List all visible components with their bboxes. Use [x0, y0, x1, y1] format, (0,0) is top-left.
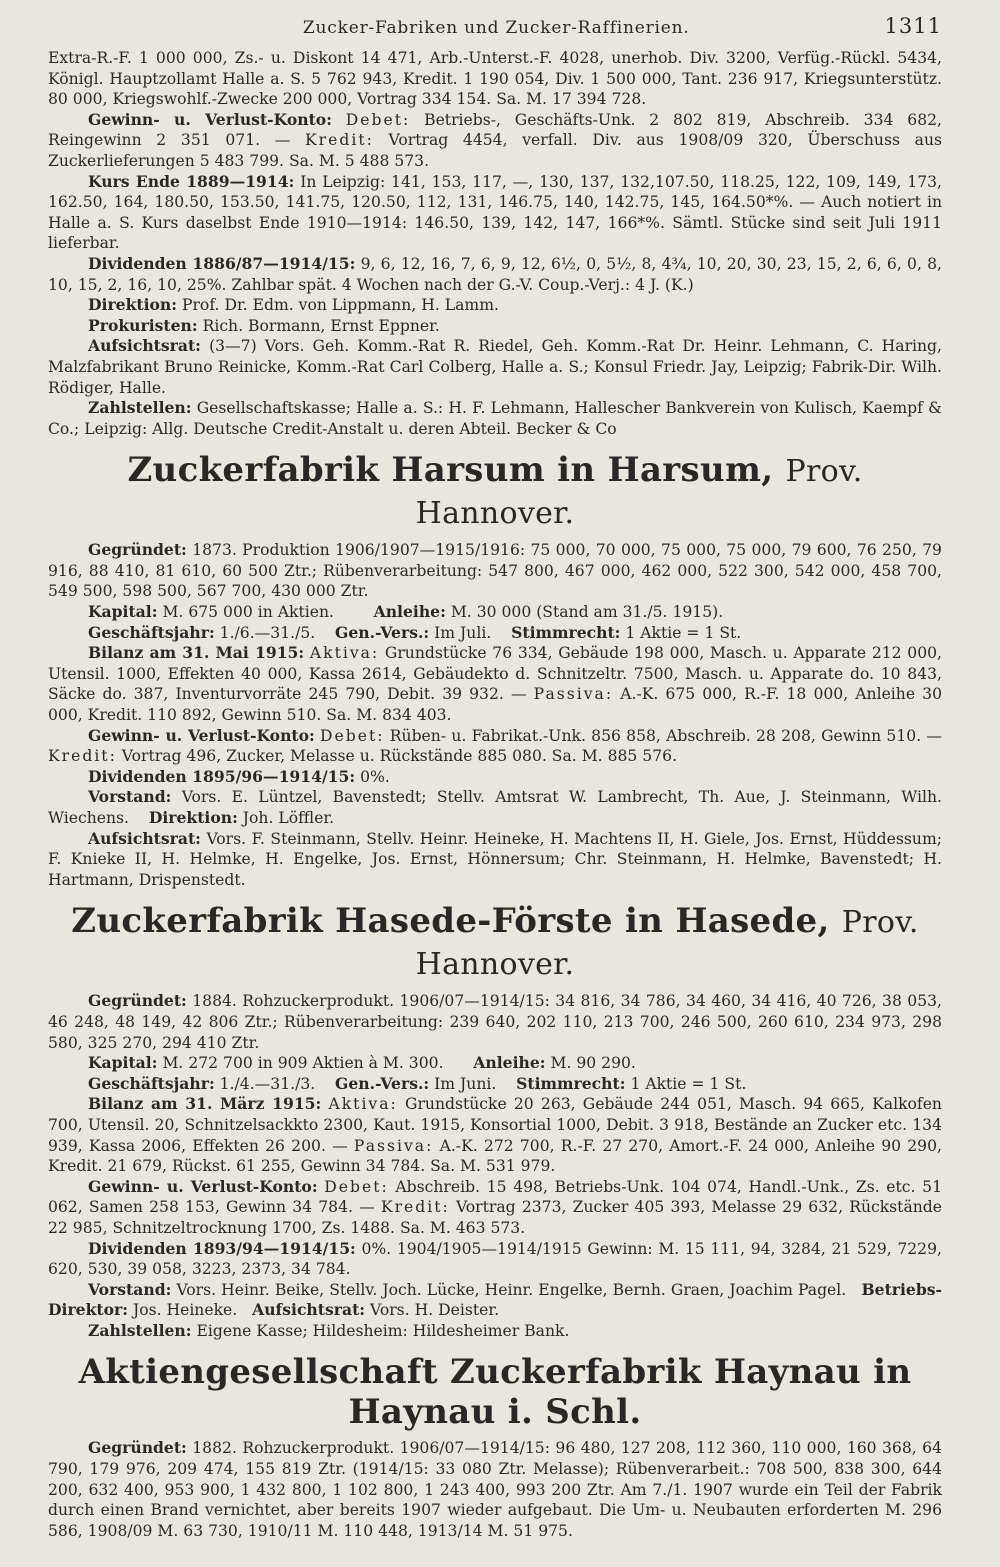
guv-label: Gewinn- u. Verlust-Konto:: [88, 109, 332, 129]
company-title-harsum: [48, 450, 942, 534]
hasede-bilanz-paragraph: [48, 1094, 942, 1176]
hasede-zahlstellen-paragraph: [48, 1321, 942, 1342]
harsum-direktion-label: Direktion:: [148, 808, 238, 827]
harsum-gj-label: Geschäftsjahr:: [88, 622, 215, 642]
hasede-betriebsdir-text: Jos. Heineke.: [132, 1301, 238, 1320]
harsum-passiva-text: A.-K. 675 000, R.-F. 18 000, Anleihe 30 000, Kredit. 110 892, Gewinn 510. Sa. M. 834 403.: [48, 685, 942, 725]
hasede-gegruendet-paragraph: [48, 991, 942, 1053]
hasede-province: Prov. Hannover.: [415, 905, 919, 983]
hasede-kredit-label: Kredit:: [380, 1198, 450, 1217]
kurs-paragraph: [48, 172, 942, 254]
harsum-anleihe-label: Anleihe:: [373, 602, 446, 622]
hasede-aufsichtsrat-text: Vors. H. Deister.: [370, 1301, 500, 1320]
hasede-anleihe-label: Anleihe:: [473, 1053, 546, 1073]
harsum-kredit-label: Kredit:: [48, 747, 117, 766]
harsum-aktiva-label: Aktiva:: [309, 644, 380, 663]
hasede-betriebsdir-label: Betriebs-Direktor:: [48, 1279, 943, 1320]
haynau-title: Aktiengesellschaft Zuckerfabrik Haynau in Haynau i. Schl.: [78, 1352, 912, 1433]
hasede-zahlstellen-text: Eigene Kasse; Hildesheim: Hildesheimer Bank.: [196, 1321, 570, 1340]
haynau-gegruendet-label: Gegründet:: [88, 1438, 187, 1458]
prokuristen-paragraph: [48, 316, 942, 337]
hasede-gj-text: 1./4.—31./3.: [219, 1074, 316, 1093]
hasede-guv-label: Gewinn- u. Verlust-Konto:: [88, 1176, 318, 1196]
kurs-label: Kurs Ende 1889—1914:: [88, 171, 295, 191]
hasede-kredit-text: Vortrag 2373, Zucker 405 393, Melasse 29 632, Rückstände 22 985, Schnitzeltrocknung 1700, Zs. 1488. Sa. M. 463 573.: [48, 1198, 942, 1237]
zahlstellen-text: Gesellschaftskasse; Halle a. S.: H. F. Lehmann, Hallescher Bankverein von Kulisch, Kaempf & Co.; Leipzig: Allg. Deutsche Credit-Anstalt u. deren Abteil. Becker & Co: [48, 399, 942, 438]
harsum-genvers-text: Im Juli.: [434, 623, 492, 642]
hasede-genvers-text: Im Juni.: [434, 1074, 497, 1093]
harsum-passiva-label: Passiva:: [533, 685, 614, 704]
hasede-dividenden-text: 0%. 1904/1905—1914/1915 Gewinn: M. 15 111, 94, 3284, 21 529, 7229, 620, 530, 39 058, 3223, 2373, 34 784.: [48, 1239, 942, 1279]
reserves-text: Extra-R.-F. 1 000 000, Zs.- u. Diskont 14 471, Arb.-Unterst.-F. 4028, unerhob. Div. 3200, Verfüg.-Rückl. 5434, Königl. Hauptzollamt Halle a. S. 5 762 943, Kredit. 1 190 054, Div. 1 500 000, Tant. 236 917, Kriegsunterstütz. 80 000, Kriegswohlf.-Zwecke 200 000, Vortrag 334 154. Sa. M. 17 394 728.: [48, 49, 942, 109]
prokuristen-text: Rich. Bormann, Ernst Eppner.: [202, 316, 440, 335]
hasede-anleihe-text: M. 90 290.: [550, 1054, 636, 1073]
harsum-direktion-text: Joh. Löffler.: [242, 809, 335, 827]
harsum-stimmrecht-label: Stimmrecht:: [511, 622, 621, 642]
harsum-vorstand-paragraph: [48, 787, 942, 828]
haynau-gegruendet-paragraph: [48, 1438, 942, 1541]
hasede-aktiva-text: Grundstücke 20 263, Gebäude 244 051, Masch. 94 665, Kalkofen 700, Utensil. 20, Schnitzelsackkto 2300, Kaut. 1915, Konsortial 1000, Debit. 3 918, Bestände an Zucker etc. 134 939, Kassa 2006, Effekten 26 200. —: [48, 1095, 942, 1155]
hasede-gegruendet-label: Gegründet:: [88, 991, 187, 1011]
hasede-passiva-label: Passiva:: [353, 1136, 434, 1155]
running-head: [48, 14, 942, 48]
direktion-paragraph: [48, 295, 942, 316]
harsum-aufsichtsrat-text: Vors. F. Steinmann, Stellv. Heinr. Heineke, H. Machtens II, H. Giele, Jos. Ernst, Hüddessum; F. Knieke II, H. Helmke, H. Engelke, Jos. Ernst, Hönnersum; Chr. Steinmann, H. Helmke, Bavenstedt; H. Hartmann, Drispenstedt.: [48, 829, 942, 889]
hasede-vorstand-label: Vorstand:: [88, 1279, 172, 1299]
guv-debet-label: Debet:: [345, 110, 411, 129]
harsum-kapital-paragraph: [48, 602, 942, 623]
dividenden-paragraph: [48, 254, 942, 295]
running-head-title: Zucker-Fabriken und Zucker-Raffinerien.: [302, 18, 690, 38]
hasede-kapital-paragraph: [48, 1053, 942, 1074]
zahlstellen-paragraph: [48, 398, 942, 439]
harsum-kapital-text: M. 675 000 in Aktien.: [162, 603, 334, 622]
harsum-kredit-text: Vortrag 496, Zucker, Melasse u. Rückstände 885 080. Sa. M. 885 576.: [121, 747, 678, 766]
direktion-text: Prof. Dr. Edm. von Lippmann, H. Lamm.: [181, 296, 499, 315]
harsum-vorstand-text: Vors. E. Lüntzel, Bavenstedt; Stellv. Amtsrat W. Lambrecht, Th. Aue, J. Steinmann, Wilh. Wiechens.: [48, 788, 942, 827]
harsum-kapital-label: Kapital:: [88, 602, 158, 622]
hasede-bilanz-label: Bilanz am 31. März 1915:: [88, 1094, 322, 1114]
harsum-debet-label: Debet:: [320, 726, 385, 745]
dividenden-label: Dividenden 1886/87—1914/15:: [88, 253, 356, 273]
page-body: [48, 48, 942, 1541]
reserves-paragraph: [48, 48, 942, 110]
harsum-debet-text: Rüben- u. Fabrikat.-Unk. 856 858, Abschreib. 28 208, Gewinn 510. —: [389, 726, 942, 745]
harsum-bilanz-label: Bilanz am 31. Mai 1915:: [88, 643, 305, 663]
hasede-gegruendet-text: 1884. Rohzuckerprodukt. 1906/07—1914/15: 34 816, 34 786, 34 460, 34 416, 40 726, 38 053, 46 248, 48 149, 42 806 Ztr.; Rübenverarbeitung: 239 640, 202 110, 213 700, 246 500, 260 610, 234 973, 298 580, 325 270, 294 410 Ztr.: [48, 992, 942, 1052]
hasede-vorstand-paragraph: [48, 1280, 942, 1321]
harsum-anleihe-text: M. 30 000 (Stand am 31./5. 1915).: [450, 603, 724, 622]
hasede-kapital-label: Kapital:: [88, 1053, 158, 1073]
guv-kredit-text: Vortrag 4454, verfall. Div. aus 1908/09 320, Überschuss aus Zuckerlieferungen 5 483 799. Sa. M. 5 488 573.: [48, 131, 942, 170]
hasede-debet-label: Debet:: [324, 1177, 389, 1196]
page-number: 1311: [884, 14, 942, 38]
aufsichtsrat-text: (3—7) Vors. Geh. Komm.-Rat R. Riedel, Geh. Komm.-Rat Dr. Heinr. Lehmann, C. Haring, Malzfabrikant Bruno Reinicke, Komm.-Rat Carl Colberg, Halle a. S.; Konsul Friedr. Jay, Leipzig; Fabrik-Dir. Wilh. Rödiger, Halle.: [48, 337, 942, 397]
hasede-dividenden-paragraph: [48, 1239, 942, 1280]
harsum-vorstand-label: Vorstand:: [88, 787, 172, 807]
hasede-genvers-label: Gen.-Vers.:: [335, 1073, 430, 1093]
harsum-genvers-label: Gen.-Vers.:: [335, 622, 430, 642]
company-title-haynau: [48, 1352, 942, 1432]
guv-kredit-label: Kredit:: [305, 131, 374, 150]
harsum-stimmrecht-text: 1 Aktie = 1 St.: [625, 623, 742, 642]
hasede-guv-paragraph: [48, 1177, 942, 1239]
prokuristen-label: Prokuristen:: [88, 315, 198, 335]
direktion-label: Direktion:: [88, 295, 178, 315]
aufsichtsrat-label: Aufsichtsrat:: [88, 336, 201, 356]
harsum-gegruendet-label: Gegründet:: [88, 540, 187, 560]
harsum-gj-text: 1./6.—31./5.: [219, 623, 316, 642]
hasede-stimmrecht-label: Stimmrecht:: [516, 1073, 626, 1093]
hasede-stimmrecht-text: 1 Aktie = 1 St.: [630, 1074, 747, 1093]
hasede-vorstand-text: Vors. Heinr. Beike, Stellv. Joch. Lücke, Heinr. Engelke, Bernh. Graen, Joachim Pagel.: [176, 1280, 847, 1299]
hasede-gj-label: Geschäftsjahr:: [88, 1073, 215, 1093]
harsum-dividenden-paragraph: [48, 767, 942, 788]
harsum-geschaeftsjahr-paragraph: [48, 623, 942, 644]
harsum-province: Prov. Hannover.: [415, 454, 863, 532]
hasede-zahlstellen-label: Zahlstellen:: [88, 1320, 192, 1340]
harsum-guv-paragraph: [48, 726, 942, 767]
harsum-gegruendet-paragraph: [48, 540, 942, 602]
guv-paragraph: [48, 110, 942, 172]
harsum-bilanz-paragraph: [48, 643, 942, 725]
harsum-dividenden-text: 0%.: [360, 767, 390, 786]
guv-debet-text: Betriebs-, Geschäfts-Unk. 2 802 819, Abschreib. 334 682, Reingewinn 2 351 071. —: [48, 110, 942, 150]
harsum-aufsichtsrat-paragraph: [48, 829, 942, 891]
harsum-gegruendet-text: 1873. Produktion 1906/1907—1915/1916: 75 000, 70 000, 75 000, 75 000, 79 600, 76 250, 79 916, 88 410, 81 610, 60 500 Ztr.; Rübenverarbeitung: 547 800, 467 000, 462 000, 522 300, 542 000, 458 700, 549 500, 598 500, 567 700, 430 000 Ztr.: [48, 541, 942, 601]
hasede-aufsichtsrat-label: Aufsichtsrat:: [252, 1300, 366, 1320]
harsum-aufsichtsrat-label: Aufsichtsrat:: [88, 828, 201, 848]
harsum-guv-label: Gewinn- u. Verlust-Konto:: [88, 725, 315, 745]
hasede-aktiva-label: Aktiva:: [328, 1095, 398, 1114]
company-title-hasede: [48, 901, 942, 985]
aufsichtsrat-paragraph: [48, 336, 942, 398]
hasede-kapital-text: M. 272 700 in 909 Aktien à M. 300.: [162, 1054, 444, 1073]
harsum-aktiva-text: Grundstücke 76 334, Gebäude 198 000, Masch. u. Apparate 212 000, Utensil. 1000, Effekten 40 000, Kassa 2614, Gebäudekto d. Schnitzeltr. 7500, Masch. u. Apparate do. 10 843, Säcke do. 387, Inventurvorräte 245 790, Debit. 39 932. —: [48, 644, 943, 704]
dividenden-text: 9, 6, 12, 16, 7, 6, 9, 12, 6½, 0, 5½, 8, 4¾, 10, 20, 30, 23, 15, 2, 6, 6, 0, 8, 10, 15, 2, 16, 10, 25%. Zahlbar spät. 4 Wochen nach der G.-V. Coup.-Verj.: 4 J. (K.): [48, 254, 942, 294]
zahlstellen-label: Zahlstellen:: [88, 398, 192, 418]
kurs-text: In Leipzig: 141, 153, 117, —, 130, 137, 132,107.50, 118.25, 122, 109, 149, 173, 162.50, 164, 180.50, 153.50, 141.75, 120.50, 112, 131, 146.75, 140, 142.75, 145, 164.50*%. — Auch notiert in Halle a. S. Kurs daselbst Ende 1910—1914: 146.50, 139, 142, 147, 166*%. Sämtl. Stücke sind seit Juli 1911 lieferbar.: [48, 172, 942, 253]
hasede-dividenden-label: Dividenden 1893/94—1914/15:: [88, 1238, 356, 1258]
hasede-geschaeftsjahr-paragraph: [48, 1074, 942, 1095]
harsum-dividenden-label: Dividenden 1895/96—1914/15:: [88, 766, 356, 786]
hasede-passiva-text: A.-K. 272 700, R.-F. 27 270, Amort.-F. 24 000, Anleihe 90 290, Kredit. 21 679, Rückst. 61 255, Gewinn 34 784. Sa. M. 531 979.: [48, 1136, 942, 1176]
haynau-gegruendet-text: 1882. Rohzuckerprodukt. 1906/07—1914/15: 96 480, 127 208, 112 360, 110 000, 160 368, 64 790, 179 976, 209 474, 155 819 Ztr. (1914/15: 33 080 Ztr. Melasse); Rübenverarbeit.: 708 500, 838 300, 644 200, 632 400, 953 900, 1 432 800, 1 102 800, 1 243 400, 993 200 Ztr. Am 7./1. 1907 wurde ein Teil der Fabrik durch einen Brand vernichtet, aber bereits 1907 wieder aufgebaut. Die Um- u. Neubauten erforderten M. 296 586, 1908/09 M. 63 730, 1910/11 M. 110 448, 1913/14 M. 51 975.: [48, 1439, 942, 1540]
harsum-title: Zuckerfabrik Harsum in Harsum,: [127, 450, 774, 491]
hasede-debet-text: Abschreib. 15 498, Betriebs-Unk. 104 074, Handl.-Unk., Zs. etc. 51 062, Samen 258 153, Gewinn 34 784. —: [48, 1177, 942, 1217]
hasede-title: Zuckerfabrik Hasede-Förste in Hasede,: [71, 901, 830, 942]
